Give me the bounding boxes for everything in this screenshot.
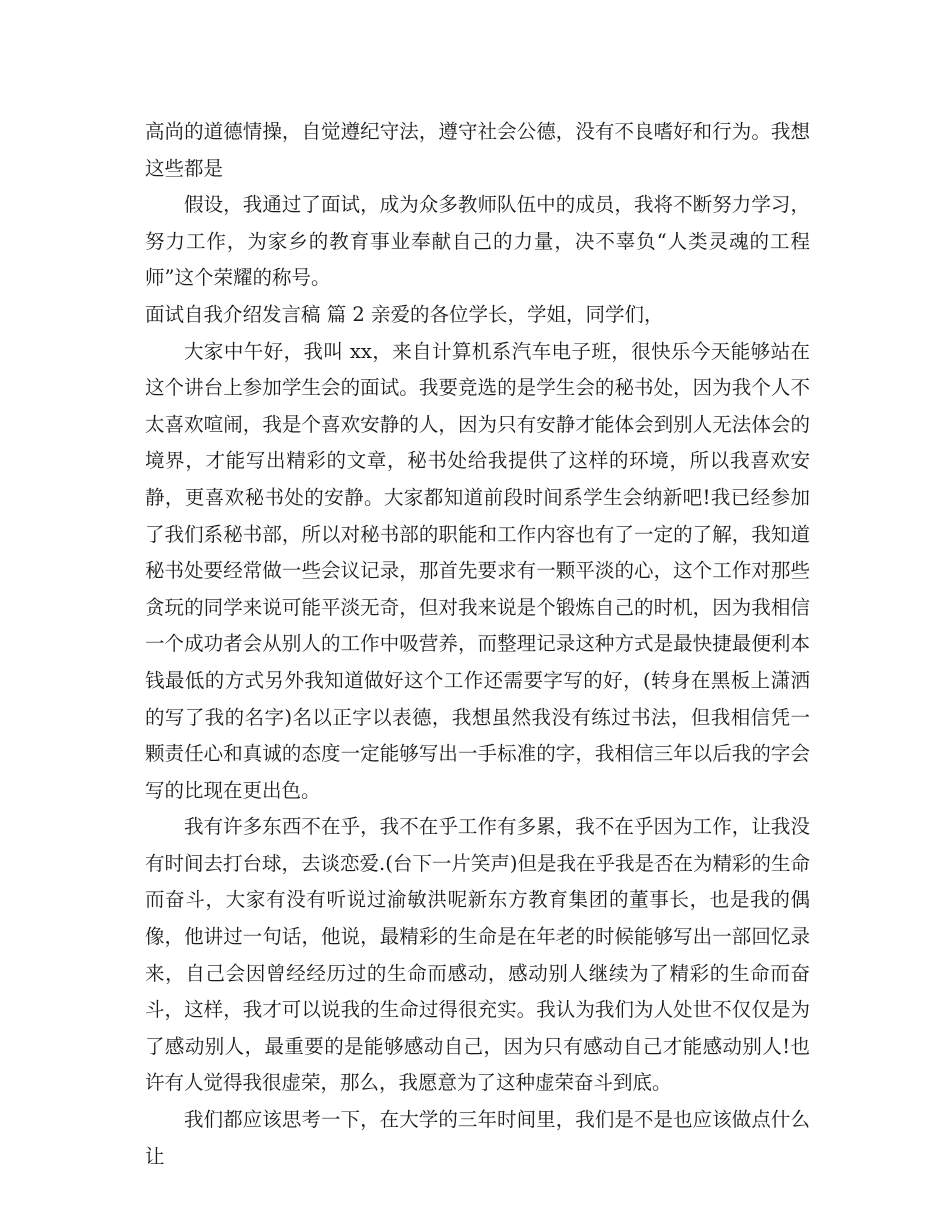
paragraph-3: 大家中午好，我叫 xx，来自计算机系汽车电子班，很快乐今天能够站在这个讲台上参加学生会的面试。我要竞选的是学生会的秘书处，因为我个人不太喜欢喧闹，我是个喜欢安静的人，因为只有安静才能体会到别人无法体会的境界，才能写出精彩的文章，秘书处给我提供了这样的环境，所以我喜欢安静，更喜欢秘书处的安静。大家都知道前段时间系学生会纳新吧!我已经参加了我们系秘书部，所以对秘书部的职能和工作内容也有了一定的了解，我知道秘书处要经常做一些会议记录，那首先要求有一颗平淡的心，这个工作对那些贪玩的同学来说可能平淡无奇，但对我来说是个锻炼自己的时机，因为我相信一个成功者会从别人的工作中吸营养，而整理记录这种方式是最快捷最便利本钱最低的方式另外我知道做好这个工作还需要字写的好，(转身在黑板上潇洒的写了我的名字)名以正字以表德，我想虽然我没有练过书法，但我相信凭一颗责任心和真诚的态度一定能够写出一手标准的字，我相信三年以后我的字会写的比现在更出色。 bbox=[145, 339, 810, 802]
section-heading: 面试自我介绍发言稿 篇 2 亲爱的各位学长，学姐，同学们， bbox=[145, 302, 664, 326]
paragraph-4: 我有许多东西不在乎，我不在乎工作有多累，我不在乎因为工作，让我没有时间去打台球，去谈恋爱.(台下一片笑声)但是我在乎我是否在为精彩的生命而奋斗，大家有没有听说过渝敏洪呢新东方教育集团的董事长，也是我的偶像，他讲过一句话，他说，最精彩的生命是在年老的时候能够写出一部回忆录来，自己会因曾经经历过的生命而感动，感动别人继续为了精彩的生命而奋斗，这样，我才可以说我的生命过得很充实。我认为我们为人处世不仅仅是为了感动别人，最重要的是能够感动自己，因为只有感动自己才能感动别人!也许有人觉得我很虚荣，那么，我愿意为了这种虚荣奋斗到底。 bbox=[145, 815, 810, 1095]
paragraph-2: 假设，我通过了面试，成为众多教师队伍中的成员，我将不断努力学习，努力工作，为家乡的教育事业奉献自己的力量，决不辜负“人类灵魂的工程师”这个荣耀的称号。 bbox=[145, 193, 810, 290]
paragraph-5: 我们都应该思考一下，在大学的三年时间里，我们是不是也应该做点什么让 bbox=[145, 1108, 810, 1168]
document-body bbox=[145, 114, 810, 1175]
paragraph-1: 高尚的道德情操，自觉遵纪守法，遵守社会公德，没有不良嗜好和行为。我想这些都是 bbox=[145, 120, 810, 180]
